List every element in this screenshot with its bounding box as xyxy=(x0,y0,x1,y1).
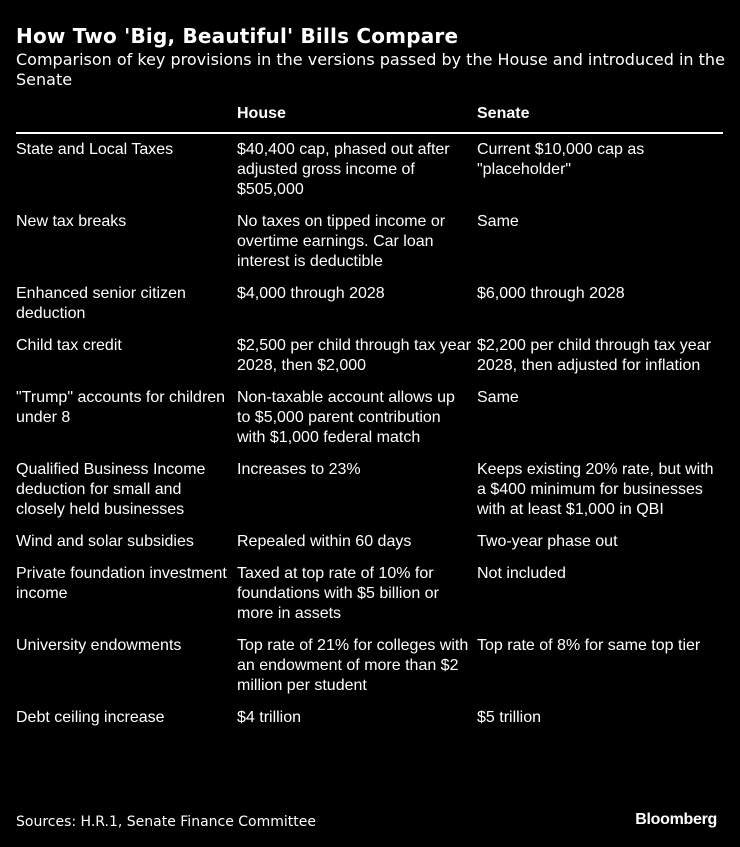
house-cell: $40,400 cap, phased out after adjusted gross income of $505,000 xyxy=(237,141,450,198)
house-cell: Taxed at top rate of 10% for foundations with $5 billion or more in assets xyxy=(237,565,439,622)
senate-cell: Two-year phase out xyxy=(477,533,618,550)
provision-cell: Child tax credit xyxy=(16,337,122,354)
provision-cell: Private foundation investment income xyxy=(16,565,227,602)
house-cell: Non-taxable account allows up to $5,000 parent contribution with $1,000 federal match xyxy=(237,389,455,446)
senate-cell: Same xyxy=(477,213,519,230)
table-row xyxy=(16,284,723,336)
provision-cell: Debt ceiling increase xyxy=(16,709,165,726)
house-cell: No taxes on tipped income or overtime earnings. Car loan interest is deductible xyxy=(237,213,446,270)
house-cell: $4 trillion xyxy=(237,709,302,726)
senate-cell: Top rate of 8% for same top tier xyxy=(477,637,701,654)
house-cell: Top rate of 21% for colleges with an endowment of more than $2 million per student xyxy=(237,637,469,694)
provision-cell: University endowments xyxy=(16,637,182,654)
bloomberg-logo: Bloomberg xyxy=(635,811,717,828)
chart-title: How Two 'Big, Beautiful' Bills Compare xyxy=(16,24,459,48)
table-row xyxy=(16,336,723,388)
table-row xyxy=(16,212,723,284)
table-row xyxy=(16,388,723,460)
table-row xyxy=(16,460,723,532)
provision-cell: Enhanced senior citizen deduction xyxy=(16,285,186,322)
senate-cell: $5 trillion xyxy=(477,709,542,726)
column-header-senate: Senate xyxy=(477,105,530,122)
house-cell: $4,000 through 2028 xyxy=(237,285,385,302)
house-cell: Increases to 23% xyxy=(237,461,361,478)
provision-cell: New tax breaks xyxy=(16,213,127,230)
provision-cell: Qualified Business Income deduction for small and closely held businesses xyxy=(16,461,206,518)
senate-cell: Keeps existing 20% rate, but with a $400 minimum for businesses with at least $1,000 in QBI xyxy=(477,461,714,518)
senate-cell: $2,200 per child through tax year 2028, then adjusted for inflation xyxy=(477,337,711,374)
table-row xyxy=(16,564,723,636)
table-row xyxy=(16,708,723,740)
provision-cell: Wind and solar subsidies xyxy=(16,533,194,550)
sources-note: Sources: H.R.1, Senate Finance Committee xyxy=(16,814,316,830)
house-cell: $2,500 per child through tax year 2028, then $2,000 xyxy=(237,337,471,374)
house-cell: Repealed within 60 days xyxy=(237,533,412,550)
column-header-house: House xyxy=(237,105,286,122)
senate-cell: Not included xyxy=(477,565,566,582)
senate-cell: $6,000 through 2028 xyxy=(477,285,625,302)
header-divider xyxy=(16,132,723,134)
table-row xyxy=(16,140,723,212)
table-row xyxy=(16,532,723,564)
provision-cell: State and Local Taxes xyxy=(16,141,174,158)
comparison-table xyxy=(16,140,723,740)
senate-cell: Current $10,000 cap as "placeholder" xyxy=(477,141,645,178)
senate-cell: Same xyxy=(477,389,519,406)
table-row xyxy=(16,636,723,708)
provision-cell: "Trump" accounts for children under 8 xyxy=(16,389,226,426)
chart-subtitle: Comparison of key provisions in the versions passed by the House and introduced in the Senate xyxy=(16,50,725,89)
